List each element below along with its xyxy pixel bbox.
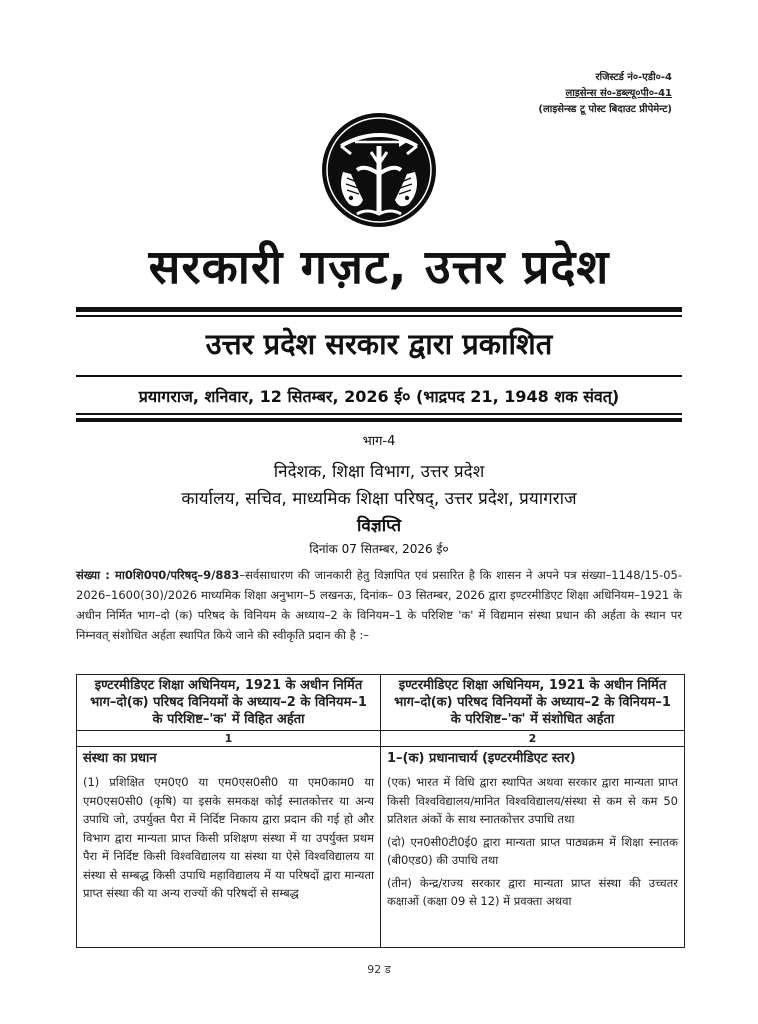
- publication-dateline: प्रयागराज, शनिवार, 12 सितम्बर, 2026 ई० (भाद्रपद 21, 1948 शक संवत्): [138, 387, 620, 406]
- amended-qualification-cell: [381, 747, 685, 948]
- registration-number: रजिस्टर्ड नं०-एडी०-4: [595, 72, 672, 83]
- column-header-amended: इण्टरमीडिएट शिक्षा अधिनियम, 1921 के अधीन निर्मित भाग–दो(क) परिषद विनियमों के अध्याय–2 के विनियम–1 के परिशिष्ट–'क' में संशोधित अर्हता: [381, 675, 685, 731]
- gazette-title: सरकारी गज़ट, उत्तर प्रदेश: [148, 240, 610, 295]
- qualification-table: [76, 674, 685, 948]
- license-number: लाइसेन्स सं०-डब्ल्यू०पी०-41: [565, 88, 672, 99]
- reference-number: संख्या : मा0शि0प0/परिषद्–9/883: [76, 568, 240, 582]
- subtitle-rule: [76, 375, 682, 377]
- existing-section-heading: संस्था का प्रधान: [83, 751, 157, 766]
- notice-body-text: –सर्वसाधारण की जानकारी हेतु विज्ञापित एवं प्रसारित है कि शासन ने अपने पत्र संख्या–1148/15-05-2026–1600(30)/2026 माध्यमिक शिक्षा अनुभाग–5 लखनऊ, दिनांक– 03 सितम्बर, 2026 द्वारा इण्टरमीडिएट शिक्षा अधिनियम–1921 के अधीन निर्मित भाग–दो (क) परिषद के विनियम के अध्याय–2 के विनियम–1 के परिशिष्ट 'क' में विद्यमान संस्था प्रधान की अर्हता के स्थान पर निम्नवत् संशोधित अर्हता स्थापित किये जाने की स्वीकृति प्रदान की है :–: [76, 568, 683, 642]
- registration-block: [538, 70, 672, 118]
- notice-date: दिनांक 07 सितम्बर, 2026 ई०: [309, 542, 449, 556]
- issuer-line: निदेशक, शिक्षा विभाग, उत्तर प्रदेश: [273, 462, 485, 482]
- dateline-rule-thick: [76, 418, 682, 422]
- existing-qualification-text: (1) प्रशिक्षित एम0ए0 या एम0एस0सी0 या एम0काम0 या एम0एस0सी0 (कृषि) या इसके समकक्ष कोई स्नातकोत्तर या अन्य उपाधि जो, उपर्युक्त पैरा में निर्दिष्ट निकाय द्वारा प्रदान की गई हो और विभाग द्वारा मान्यता प्राप्त किसी प्रशिक्षण संस्था में या उपर्युक्त प्रथम पैरा में निर्दिष्ट किसी विश्वविद्यालय या संस्था या ऐसे विश्वविद्यालय या संस्था से सम्बद्ध किसी उपाधि महाविद्यालय में या परिषदों द्वारा मान्यता प्राप्त संस्था की या अन्य राज्यों की परिषदों से सम्बद्ध: [83, 775, 374, 900]
- license-note: (लाइसेन्स्ड टू पोस्ट बिदाउट प्रीपेमेन्ट): [538, 104, 672, 115]
- notice-body: [76, 565, 682, 645]
- existing-qualification-cell: [77, 747, 381, 948]
- column-number-2: 2: [381, 731, 685, 747]
- column-number-1: 1: [77, 731, 381, 747]
- amended-clause-2: (दो) एन0सी0टी0ई0 द्वारा मान्यता प्राप्त पाठ्यक्रम में शिक्षा स्नातक (बी0एड0) की उपाधि तथा: [387, 834, 678, 867]
- dateline-rule-thin: [76, 413, 682, 415]
- table-row: [77, 747, 685, 948]
- column-header-existing: इण्टरमीडिएट शिक्षा अधिनियम, 1921 के अधीन निर्मित भाग–दो(क) परिषद विनियमों के अध्याय–2 के विनियम–1 के परिशिष्ट–'क' में विहित अर्हता: [77, 675, 381, 731]
- table-number-row: [77, 731, 685, 747]
- amended-clause-3: (तीन) केन्द्र/राज्य सरकार द्वारा मान्यता प्राप्त संस्था की उच्चतर कक्षाओं (कक्षा 09 से 12) में प्रवक्ता अथवा: [387, 875, 678, 908]
- table-header-row: [77, 675, 685, 731]
- office-line: कार्यालय, सचिव, माध्यमिक शिक्षा परिषद्, उत्तर प्रदेश, प्रयागराज: [181, 489, 577, 509]
- title-rule-thick: [76, 307, 682, 312]
- amended-clause-1: (एक) भारत में विधि द्वारा स्थापित अथवा सरकार द्वारा मान्यता प्राप्त किसी विश्वविद्यालय/मानित विश्वविद्यालय/संस्था से कम से कम 50 प्रतिशत अंकों के साथ स्नातकोत्तर उपाधि तथा: [387, 775, 678, 826]
- amended-section-heading: 1–(क) प्रधानाचार्य (इण्टरमीडिएट स्तर): [387, 751, 576, 766]
- page-number: 92 ड: [367, 963, 391, 976]
- title-rule-thin: [76, 315, 682, 317]
- gazette-subtitle: उत्तर प्रदेश सरकार द्वारा प्रकाशित: [205, 327, 553, 361]
- state-emblem-seal: [321, 112, 437, 228]
- part-label: भाग-4: [362, 434, 396, 449]
- notice-heading: विज्ञप्ति: [356, 516, 402, 536]
